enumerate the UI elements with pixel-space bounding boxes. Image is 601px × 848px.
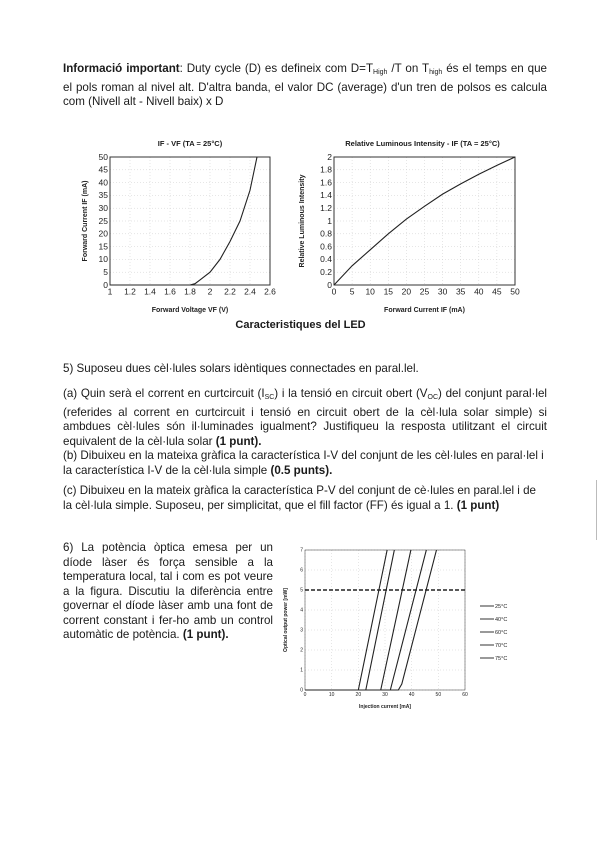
legend-label: 70°C bbox=[495, 643, 508, 649]
series-line-0 bbox=[110, 157, 257, 285]
q5b-points: (0.5 punts). bbox=[270, 463, 333, 477]
figure-caption: Caracteristiques del LED bbox=[235, 319, 366, 331]
y-tick-label: 5 bbox=[103, 267, 108, 278]
y-tick-label: 1 bbox=[327, 215, 332, 226]
series-line-0 bbox=[305, 550, 387, 690]
important-info-label: Informació important bbox=[63, 62, 180, 75]
x-tick-label: 15 bbox=[383, 286, 394, 297]
x-axis-label: Injection current [mA] bbox=[359, 704, 411, 710]
x-tick-label: 1.2 bbox=[124, 286, 136, 297]
y-tick-label: 10 bbox=[98, 254, 108, 265]
y-tick-label: 3 bbox=[300, 627, 303, 634]
y-tick-label: 1.2 bbox=[320, 203, 332, 214]
q5-part-a bbox=[63, 387, 547, 449]
y-tick-label: 35 bbox=[98, 190, 108, 201]
y-tick-label: 6 bbox=[300, 567, 303, 574]
y-tick-label: 1.6 bbox=[320, 177, 332, 188]
y-tick-label: 0 bbox=[103, 279, 108, 290]
q6-text bbox=[63, 541, 273, 643]
chart1-title: IF - VF (TA = 25°C) bbox=[157, 139, 223, 148]
x-tick-label: 30 bbox=[382, 692, 388, 698]
y-tick-label: 0.2 bbox=[320, 267, 332, 278]
series-line-3 bbox=[305, 550, 426, 690]
x-tick-label: 40 bbox=[474, 286, 484, 297]
y-tick-label: 15 bbox=[98, 241, 108, 252]
x-axis-label: Forward Voltage VF (V) bbox=[151, 307, 229, 314]
x-tick-label: 1.6 bbox=[164, 286, 176, 297]
x-tick-label: 2 bbox=[207, 286, 213, 297]
chart-laser-power bbox=[275, 540, 545, 720]
y-tick-label: 2 bbox=[327, 151, 332, 162]
q5c-points: (1 punt) bbox=[456, 498, 500, 512]
x-axis-label: Forward Current IF (mA) bbox=[384, 307, 465, 314]
legend-label: 75°C bbox=[495, 656, 508, 662]
info-text: /T on T bbox=[387, 62, 430, 75]
q5b-text: (b) Dibuixeu en la mateixa gràfica la característica I-V del conjunt de les cèl·lules en paral·lel i la característica I-V de la cèl·lula simple bbox=[63, 449, 544, 477]
y-tick-label: 7 bbox=[300, 547, 303, 554]
x-tick-label: 25 bbox=[419, 286, 430, 297]
y-tick-label: 2 bbox=[300, 647, 303, 654]
x-tick-label: 20 bbox=[401, 286, 412, 297]
x-tick-label: 1.8 bbox=[184, 286, 196, 297]
y-tick-label: 0.4 bbox=[320, 254, 332, 265]
y-axis-label: Optical output power [mW] bbox=[283, 588, 289, 652]
q6-body: 6) La potència òptica emesa per un díode làser és força sensible a la temperatura local, tal i com es pot veure a la figura. Discutiu la diferència entre governar el díode làser amb una font de corrent constant i fer-ho amb un control automàtic de potència. bbox=[63, 541, 273, 641]
q5c-text: (c) Dibuixeu en la mateix gràfica la característica P-V del conjunt de cè·lules en paral.lel i de la cèl·lula simple. Suposeu, per simplicitat, que el fill factor (FF) és igual a 1. bbox=[63, 484, 536, 512]
info-subscript: High bbox=[373, 69, 388, 76]
y-tick-label: 4 bbox=[300, 607, 303, 614]
y-tick-label: 0 bbox=[300, 687, 303, 694]
x-tick-label: 1.4 bbox=[144, 286, 156, 297]
series-line-1 bbox=[305, 550, 394, 690]
series-line-2 bbox=[305, 550, 411, 690]
x-tick-label: 0 bbox=[303, 692, 307, 698]
y-tick-label: 45 bbox=[98, 164, 108, 175]
x-tick-label: 1 bbox=[107, 286, 113, 297]
chart-luminous-intensity bbox=[290, 150, 530, 314]
isc-subscript: SC bbox=[264, 394, 275, 401]
q5-intro: 5) Suposeu dues cèl·lules solars idèntiques connectades en paral.lel. bbox=[63, 362, 419, 375]
x-tick-label: 10 bbox=[328, 692, 335, 698]
voc-subscript: OC bbox=[427, 394, 439, 401]
y-tick-label: 1.4 bbox=[320, 190, 332, 201]
x-tick-label: 0 bbox=[331, 286, 337, 297]
chart2-title: Relative Luminous Intensity - IF (TA = 25°C) bbox=[345, 139, 500, 148]
legend-label: 25°C bbox=[495, 604, 508, 610]
y-tick-label: 5 bbox=[300, 587, 303, 594]
series-line-4 bbox=[305, 550, 436, 690]
scan-edge bbox=[596, 480, 597, 540]
x-tick-label: 35 bbox=[455, 286, 466, 297]
y-tick-label: 25 bbox=[98, 215, 108, 226]
y-tick-label: 1.8 bbox=[320, 164, 332, 175]
important-info-paragraph bbox=[63, 62, 547, 110]
q5-part-b bbox=[63, 449, 547, 478]
x-tick-label: 40 bbox=[408, 692, 415, 698]
legend-label: 60°C bbox=[495, 630, 508, 636]
x-tick-label: 50 bbox=[510, 286, 520, 297]
y-axis-label: Relative Luminous Intensity bbox=[299, 174, 306, 268]
legend-label: 40°C bbox=[495, 617, 508, 623]
x-tick-label: 2.6 bbox=[264, 286, 276, 297]
x-tick-label: 5 bbox=[349, 286, 355, 297]
y-tick-label: 40 bbox=[98, 177, 108, 188]
x-tick-label: 2.2 bbox=[224, 286, 236, 297]
chart-if-vf bbox=[70, 150, 290, 314]
y-tick-label: 1 bbox=[300, 667, 303, 674]
y-tick-label: 0 bbox=[327, 279, 332, 290]
x-tick-label: 50 bbox=[435, 692, 442, 698]
q5a-text: ) i la tensió en circuit obert (V bbox=[274, 387, 428, 400]
info-text: : Duty cycle (D) es defineix com D=T bbox=[179, 62, 374, 75]
y-tick-label: 30 bbox=[98, 203, 108, 214]
y-tick-label: 50 bbox=[98, 151, 108, 162]
x-tick-label: 10 bbox=[365, 286, 375, 297]
y-tick-label: 0.8 bbox=[320, 228, 332, 239]
x-tick-label: 60 bbox=[462, 692, 468, 698]
q5a-points: (1 punt). bbox=[215, 434, 262, 448]
info-subscript: high bbox=[429, 69, 443, 76]
x-tick-label: 30 bbox=[437, 286, 448, 297]
x-tick-label: 20 bbox=[355, 692, 362, 698]
x-tick-label: 2.4 bbox=[244, 286, 256, 297]
q5a-text: ) del conjunt paral·lel (referides al corrent en curtcircuit i tensió en circuit obert de la cèl·lula solar simple) si ambdues cèl·lules són il·luminades igualment? Justifiqueu la resposta utilitzant el circuit equivalent de la cèl·lula solar bbox=[63, 387, 548, 448]
q5-part-c bbox=[63, 484, 547, 513]
y-tick-label: 20 bbox=[98, 228, 108, 239]
q5a-text: (a) Quin serà el corrent en curtcircuit (I bbox=[63, 387, 265, 400]
y-tick-label: 0.6 bbox=[320, 241, 332, 252]
x-tick-label: 45 bbox=[492, 286, 502, 297]
y-axis-label: Forward Current IF (mA) bbox=[82, 180, 89, 262]
info-text: és el temps en que el pols roman al nivel alt. D'altra banda, el valor DC (average) d'un tren de polsos es calcula com (Nivell alt - Nivell baix) x D bbox=[63, 62, 548, 108]
q6-points: (1 punt). bbox=[182, 628, 229, 641]
